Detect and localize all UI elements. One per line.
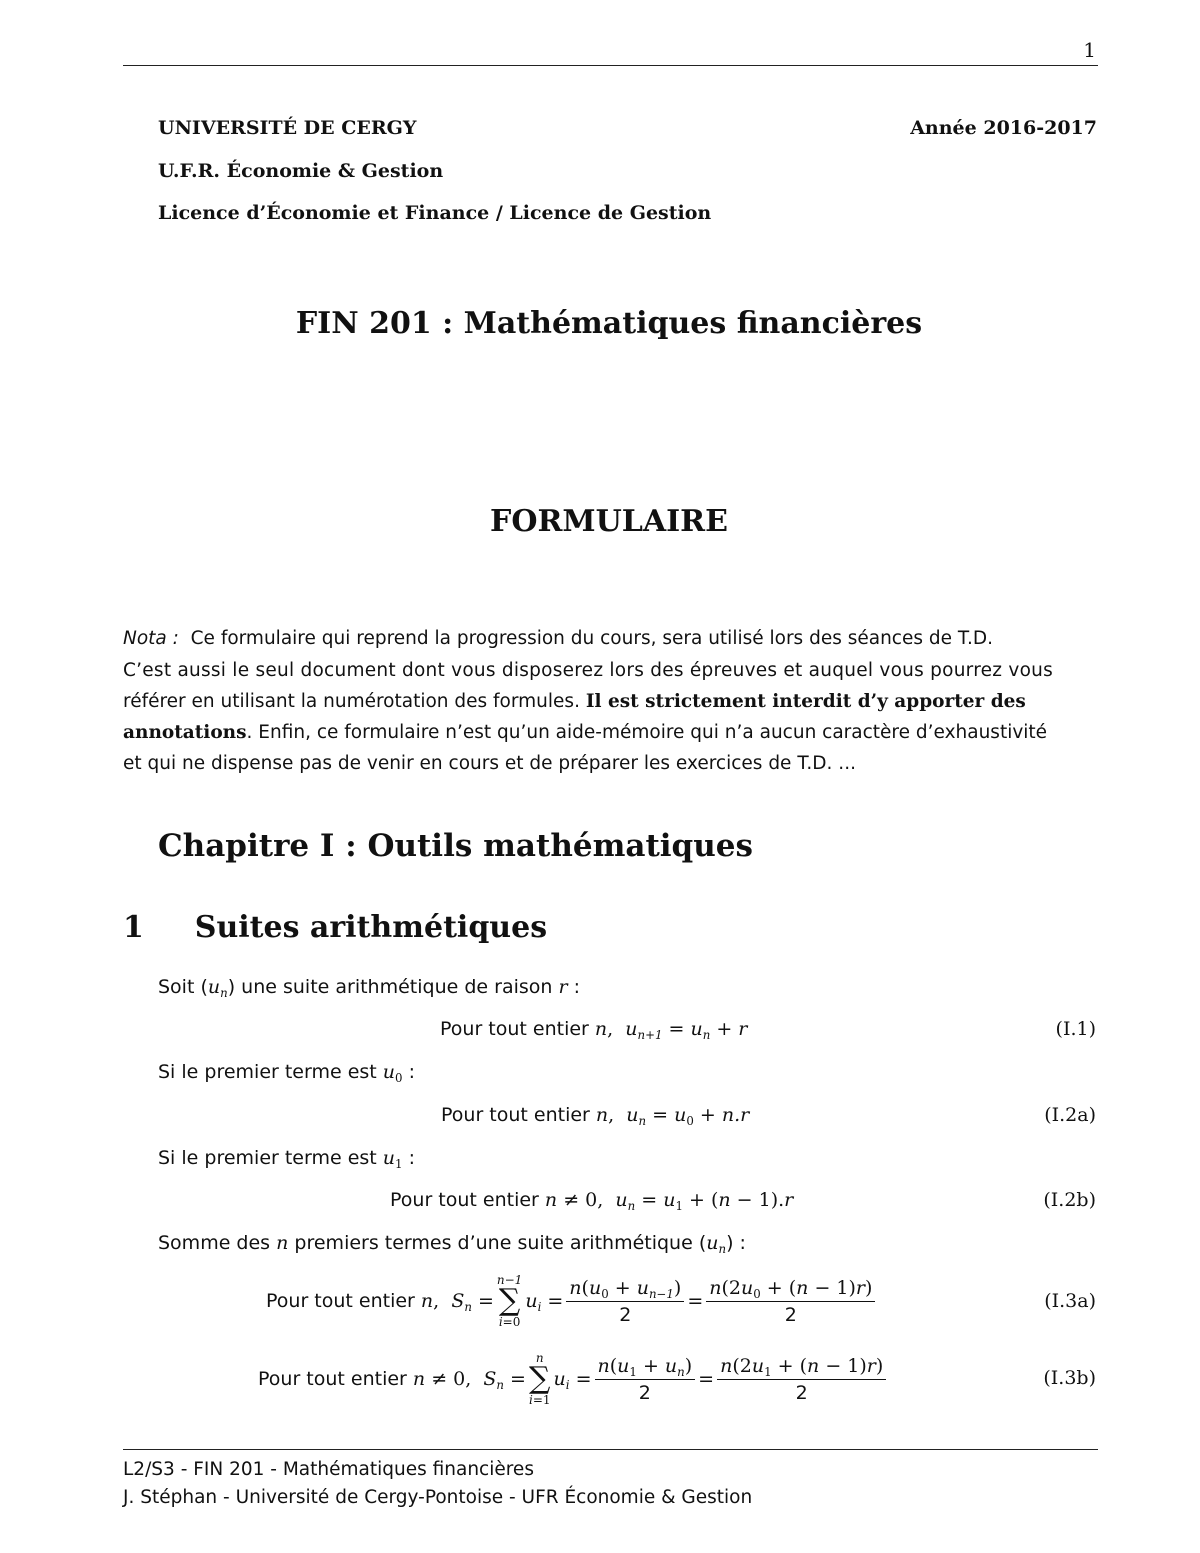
nota-line-1: Ce formulaire qui reprend la progression du cours, sera utilisé lors des séances de T.D. xyxy=(190,628,993,649)
nota-label: Nota : xyxy=(123,628,179,649)
nota-line-3a: référer en utilisant la numérotation des formules. xyxy=(123,691,586,712)
intro-sum: Somme des n premiers termes d’une suite arithmétique $(u_n)$ : xyxy=(158,1232,746,1257)
header-rule xyxy=(123,65,1098,66)
nota-line-2: C’est aussi le seul document dont vous disposerez lors des épreuves et auquel vous pourrez vous xyxy=(123,660,1053,681)
nota-warning-end: annotations xyxy=(123,722,247,743)
equation-I3a: Pour tout entier n, $S_n$ = n−1 ∑ i=0 $u_i$ = $\frac{n(u_0 + u_{n-1})}{2}$ = $\frac{n(2u_0 + (n - 1)r)}{2}$ xyxy=(266,1268,878,1334)
equation-number-I3b: (I.3b) xyxy=(1043,1367,1096,1389)
intro-first-term-u0: Si le premier terme est $u_0$ : xyxy=(158,1061,415,1086)
equation-I2a: Pour tout entier n, $u_n = u_0 + n.r$ xyxy=(441,1104,750,1129)
nota-line-5: et qui ne dispense pas de venir en cours et de préparer les exercices de T.D. ... xyxy=(123,753,856,774)
course-title: FIN 201 : Mathématiques financières xyxy=(295,306,923,341)
intro-arith-sequence: Soit $(u_n)$ une suite arithmétique de raison r : xyxy=(158,976,581,1001)
equation-number-I3a: (I.3a) xyxy=(1044,1290,1096,1312)
equation-I1: Pour tout entier n, $u_{n+1} = u_n + r$ xyxy=(440,1018,748,1043)
section-number: 1 xyxy=(123,910,144,945)
equation-number-I1: (I.1) xyxy=(1055,1018,1096,1040)
section-title: Suites arithmétiques xyxy=(194,910,548,945)
equation-number-I2b: (I.2b) xyxy=(1043,1189,1096,1211)
equation-number-I2a: (I.2a) xyxy=(1044,1104,1096,1126)
footer-rule xyxy=(123,1449,1098,1450)
document-title: FORMULAIRE xyxy=(490,504,728,539)
footer-line-2: J. Stéphan - Université de Cergy-Pontoise - UFR Économie & Gestion xyxy=(123,1487,753,1508)
academic-year: Année 2016-2017 xyxy=(910,117,1097,139)
page-number: 1 xyxy=(1083,38,1096,62)
university-name: UNIVERSITÉ DE CERGY xyxy=(158,117,417,139)
licence-name: Licence d’Économie et Finance / Licence de Gestion xyxy=(158,202,712,224)
footer-line-1: L2/S3 - FIN 201 - Mathématiques financières xyxy=(123,1459,534,1480)
intro-first-term-u1: Si le premier terme est $u_1$ : xyxy=(158,1147,415,1172)
section-heading xyxy=(123,910,547,945)
equation-I2b: Pour tout entier n ≠ 0, $u_n = u_1 + (n - 1).r$ xyxy=(390,1189,794,1214)
equation-I3b: Pour tout entier n ≠ 0, $S_n$ = n ∑ i=1 $u_i$ = $\frac{n(u_1 + u_n)}{2}$ = $\frac{n(2u_1 + (n - 1)r)}{2}$ xyxy=(258,1346,889,1412)
ufr-name: U.F.R. Économie & Gestion xyxy=(158,160,444,182)
chapter-heading: Chapitre I : Outils mathématiques xyxy=(158,828,753,864)
nota-warning: Il est strictement interdit d’y apporter des xyxy=(585,691,1026,712)
nota-line-4: . Enfin, ce formulaire n’est qu’un aide-mémoire qui n’a aucun caractère d’exhaustivité xyxy=(246,722,1048,743)
